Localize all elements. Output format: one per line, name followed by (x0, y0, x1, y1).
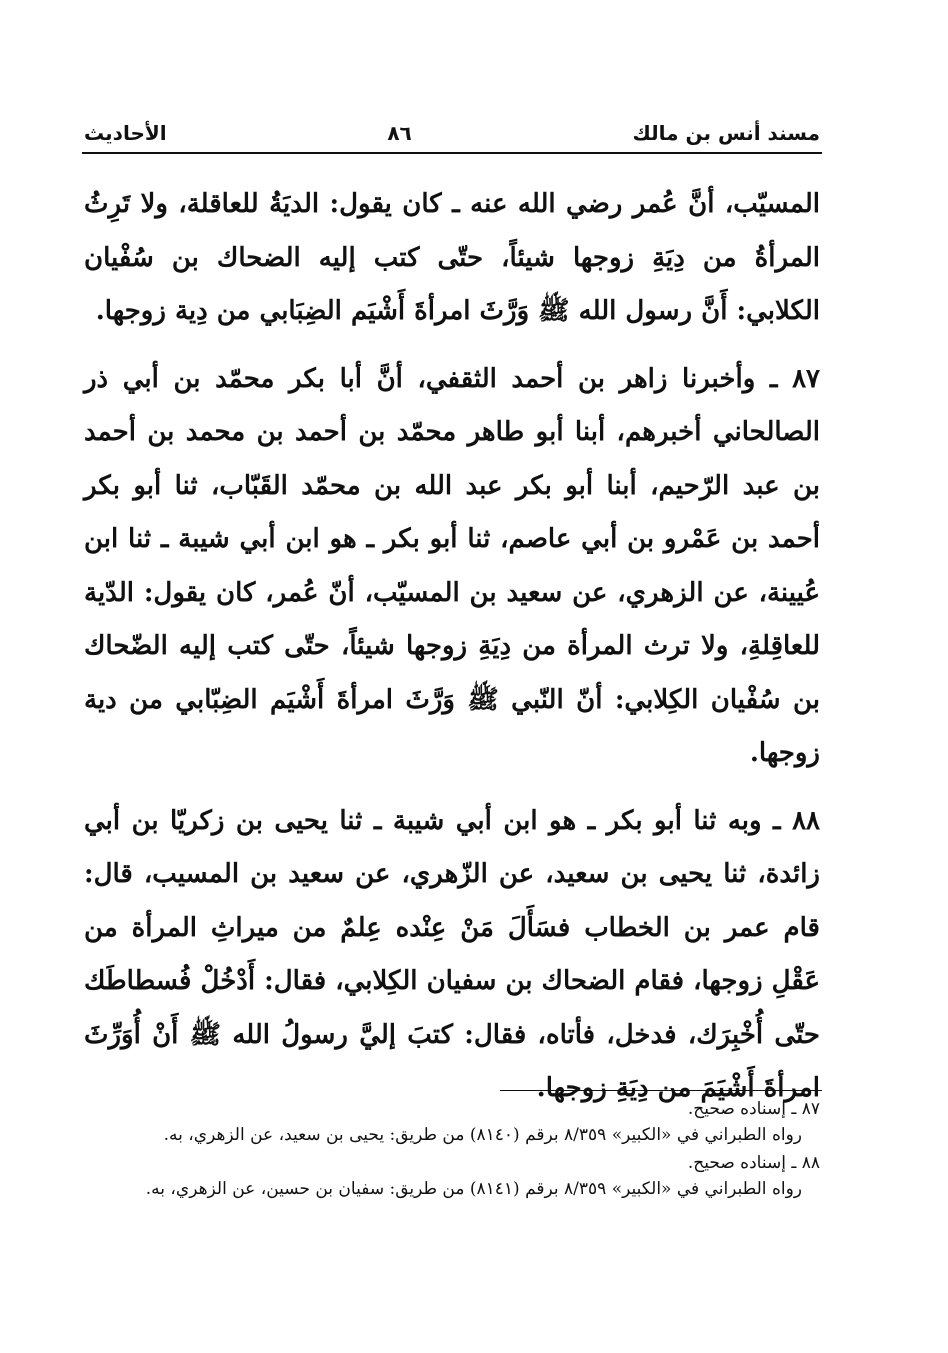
footnote-87-body: رواه الطبراني في «الكبير» ٨/٣٥٩ برقم (٨١٤٠) من طريق: يحيى بن سعيد، عن الزهري، به. (163, 1125, 802, 1145)
hadith-87: ٨٧ ـ وأخبرنا زاهر بن أحمد الثقفي، أنَّ أبا بكر محمّد بن أبي ذر الصالحاني أخبرهم، أبنا أبو طاهر محمّد بن أحمد بن محمد بن أحمد بن عبد الرّحيم، أبنا أبو بكر عبد الله بن محمّد القَبّاب، ثنا أبو بكر أحمد بن عَمْرو بن أبي عاصم، ثنا أبو بكر ـ هو ابن أبي شيبة ـ ثنا ابن عُيينة، عن الزهري، عن سعيد بن المسيّب، أنّ عُمر، كان يقول: الدّية للعاقِلةِ، ولا ترث المرأة من دِيَةِ زوجها شيئاً، حتّى كتب إليه الضّحاك بن سُفْيان الكِلابي: أنّ النّبي ﷺ وَرَّثَ امرأةَ أَشْيَم الضِبّابي من دية زوجها. (84, 363, 820, 768)
footnote-divider (500, 1090, 822, 1091)
hadith-88: ٨٨ ـ وبه ثنا أبو بكر ـ هو ابن أبي شيبة ـ ثنا يحيى بن زكريّا بن أبي زائدة، ثنا يحيى بن سعيد، عن الزّهري، عن سعيد بن المسيب، قال: قام عمر بن الخطاب فسَأَلَ مَنْ عِنْده عِلمٌ من ميراثِ المرأة من عَقْلِ زوجها، فقام الضحاك بن سفيان الكِلابي، فقال: أَدْخُلْ فُسطاطَك حتّى أُخْبِرَك، فدخل، فأتاه، فقال: كتبَ إليَّ رسولُ الله ﷺ أَنْ أُوَرِّثَ امرأةَ أَشْيَمَ من دِيَةِ زوجها. (84, 805, 820, 1103)
section-title: الأحاديث (84, 121, 167, 145)
footnotes (96, 1094, 820, 1202)
book-title: مسند أنس بن مالك (632, 121, 820, 145)
page-number: ٨٦ (387, 121, 412, 145)
header-divider (82, 152, 822, 154)
footnote-87-status: ٨٧ ـ إسناده صحيح. (687, 1099, 820, 1119)
footnote-88-status: ٨٨ ـ إسناده صحيح. (687, 1153, 820, 1173)
footnote-88-body: رواه الطبراني في «الكبير» ٨/٣٥٩ برقم (٨١٤١) من طريق: سفيان بن حسين، عن الزهري، به. (145, 1179, 802, 1199)
main-text (84, 178, 820, 1116)
running-header (84, 118, 820, 148)
paragraph-continuation: المسيّب، أنَّ عُمر رضي الله عنه ـ كان يقول: الديَةُ للعاقلة، ولا تَرِثُ المرأةُ من دِيَةِ زوجها شيئاً، حتّى كتب إليه الضحاك بن سُفْيان الكلابي: أَنَّ رسول الله ﷺ وَرَّثَ امرأةَ أَشْيَم الضِبَابي من دِية زوجها. (84, 189, 820, 326)
